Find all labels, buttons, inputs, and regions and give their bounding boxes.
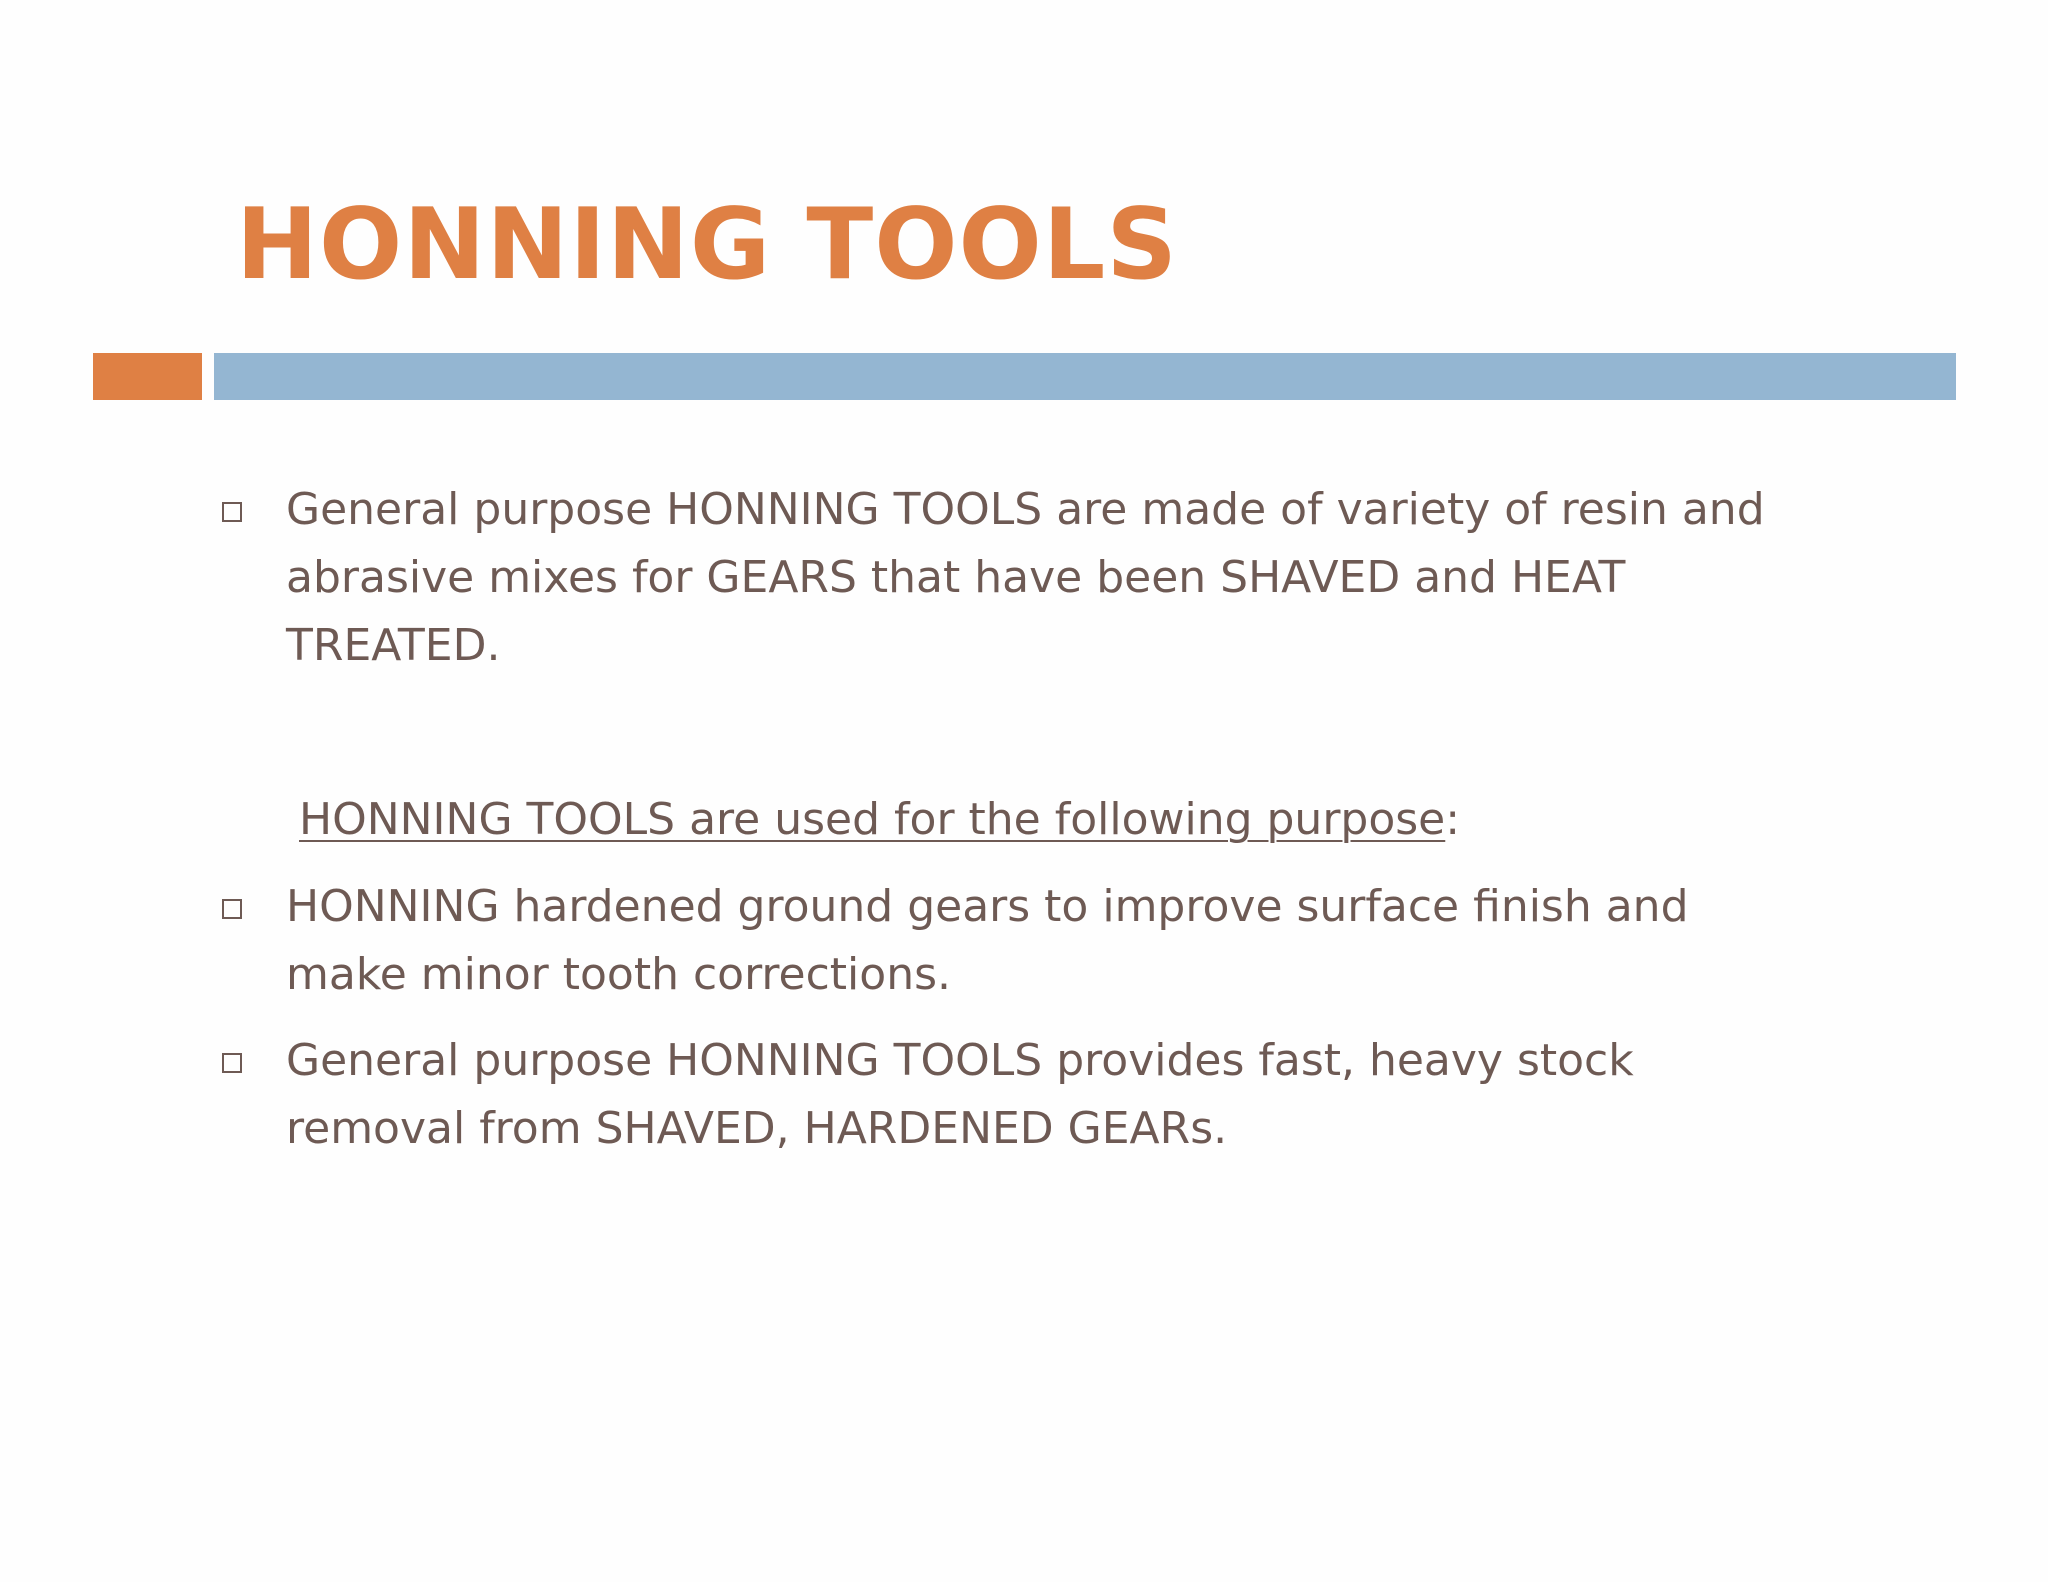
slide-title: HONNING TOOLS <box>236 188 1178 302</box>
square-bullet-icon <box>222 502 242 522</box>
square-bullet-icon <box>222 1053 242 1073</box>
bullet-text: General purpose HONNING TOOLS are made of variety of resin and abrasive mixes for GEARS that have been SHAVED and HEAT TREATED. <box>286 484 1765 671</box>
purpose-heading <box>299 786 1460 854</box>
square-bullet-icon <box>222 899 242 919</box>
purpose-heading-colon: : <box>1445 794 1461 845</box>
purpose-heading-underlined: HONNING TOOLS are used for the following purpose <box>299 794 1446 845</box>
bullet-text: General purpose HONNING TOOLS provides fast, heavy stock removal from SHAVED, HARDENED GEARs. <box>286 1035 1634 1154</box>
bullet-text: HONNING hardened ground gears to improve surface finish and make minor tooth corrections. <box>286 881 1689 1000</box>
